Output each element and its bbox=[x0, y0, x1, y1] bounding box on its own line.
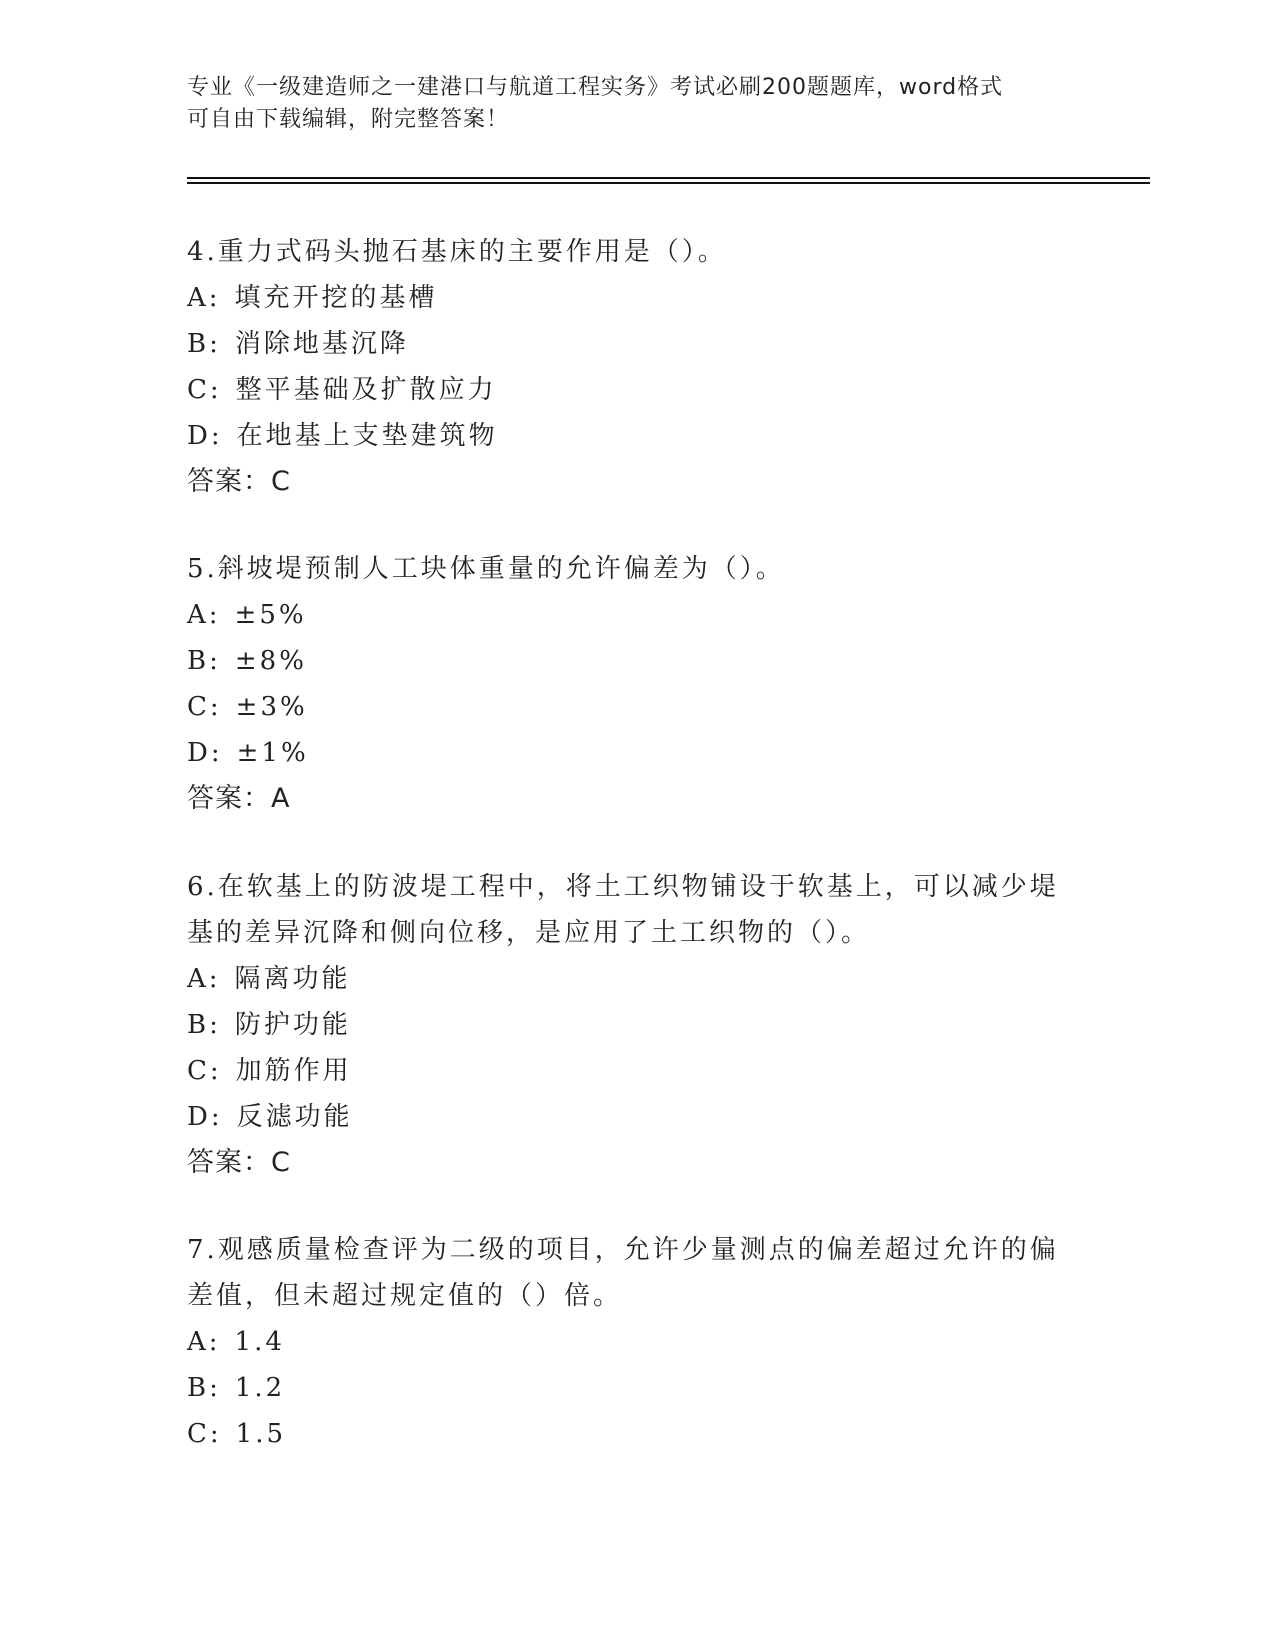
option-a bbox=[187, 592, 1087, 638]
question-7 bbox=[187, 1227, 1087, 1457]
answer-line: 答案：C bbox=[187, 1147, 291, 1178]
option-letter: B bbox=[187, 1373, 210, 1403]
option-letter: D bbox=[187, 738, 211, 768]
option-c bbox=[187, 1048, 1087, 1094]
header-line-1: 专业《一级建造师之一建港口与航道工程实务》考试必刷200题题库，word格式 bbox=[187, 75, 1004, 100]
option-text: 整平基础及扩散应力 bbox=[235, 375, 497, 405]
header-divider-bottom bbox=[187, 182, 1150, 184]
option-separator: : bbox=[209, 1010, 221, 1040]
option-b bbox=[187, 1002, 1087, 1048]
option-c bbox=[187, 367, 1087, 413]
option-text: 1.2 bbox=[234, 1373, 286, 1403]
option-separator: : bbox=[208, 600, 221, 630]
option-letter: B bbox=[187, 329, 210, 359]
option-text: 1.4 bbox=[234, 1327, 285, 1357]
option-text: 在地基上支垫建筑物 bbox=[236, 421, 498, 451]
option-text: ±8% bbox=[234, 646, 307, 676]
option-separator: : bbox=[210, 421, 223, 451]
option-a bbox=[187, 956, 1087, 1002]
question-stem: 5.斜坡堤预制人工块体重量的允许偏差为（）。 bbox=[187, 554, 785, 584]
question-stem: 4.重力式码头抛石基床的主要作用是（）。 bbox=[187, 237, 727, 267]
option-d bbox=[187, 1094, 1087, 1140]
question-4 bbox=[187, 229, 1087, 505]
option-separator: : bbox=[208, 1327, 221, 1357]
option-b bbox=[187, 1365, 1087, 1411]
option-d bbox=[187, 413, 1087, 459]
option-text: ±5% bbox=[234, 600, 307, 630]
option-letter: B bbox=[187, 1010, 210, 1040]
option-b bbox=[187, 638, 1087, 684]
option-text: 加筋作用 bbox=[235, 1056, 352, 1086]
option-separator: : bbox=[209, 329, 221, 359]
option-separator: : bbox=[209, 1056, 222, 1086]
question-5 bbox=[187, 546, 1087, 822]
option-text: 填充开挖的基槽 bbox=[234, 283, 438, 313]
question-stem-line-2: 基的差异沉降和侧向位移，是应用了土工织物的（）。 bbox=[187, 918, 871, 948]
option-text: 防护功能 bbox=[234, 1010, 351, 1040]
option-letter: A bbox=[187, 1327, 209, 1357]
option-letter: C bbox=[187, 692, 210, 722]
option-separator: : bbox=[208, 283, 221, 313]
option-text: ±1% bbox=[236, 738, 309, 768]
option-letter: C bbox=[187, 1056, 210, 1086]
option-d bbox=[187, 730, 1087, 776]
option-text: 隔离功能 bbox=[234, 964, 351, 994]
option-c bbox=[187, 1411, 1087, 1457]
question-stem-line-2: 差值，但未超过规定值的（）倍。 bbox=[187, 1281, 623, 1311]
option-a bbox=[187, 275, 1087, 321]
option-separator: : bbox=[209, 646, 221, 676]
option-letter: C bbox=[187, 1419, 210, 1449]
option-letter: A bbox=[187, 964, 209, 994]
option-separator: : bbox=[208, 964, 221, 994]
option-separator: : bbox=[210, 1102, 223, 1132]
option-a bbox=[187, 1319, 1087, 1365]
option-letter: A bbox=[187, 283, 209, 313]
answer-line: 答案：C bbox=[187, 466, 291, 497]
option-separator: : bbox=[210, 738, 223, 768]
option-separator: : bbox=[209, 375, 222, 405]
option-letter: D bbox=[187, 1102, 211, 1132]
question-stem-line-1: 6.在软基上的防波堤工程中，将土工织物铺设于软基上，可以减少堤 bbox=[187, 872, 1059, 902]
option-b bbox=[187, 321, 1087, 367]
question-6 bbox=[187, 864, 1087, 1186]
option-text: ±3% bbox=[235, 692, 308, 722]
option-letter: C bbox=[187, 375, 210, 405]
question-stem-line-1: 7.观感质量检查评为二级的项目，允许少量测点的偏差超过允许的偏 bbox=[187, 1235, 1059, 1265]
option-letter: D bbox=[187, 421, 211, 451]
header-divider-top bbox=[187, 177, 1150, 179]
option-text: 1.5 bbox=[235, 1419, 287, 1449]
header-line-2: 可自由下载编辑，附完整答案！ bbox=[187, 107, 510, 132]
option-text: 反滤功能 bbox=[236, 1102, 353, 1132]
option-separator: : bbox=[209, 692, 222, 722]
answer-line: 答案：A bbox=[187, 783, 291, 814]
document-header bbox=[187, 72, 1087, 136]
option-separator: : bbox=[209, 1373, 221, 1403]
option-separator: : bbox=[209, 1419, 222, 1449]
option-letter: B bbox=[187, 646, 210, 676]
option-c bbox=[187, 684, 1087, 730]
option-letter: A bbox=[187, 600, 209, 630]
option-text: 消除地基沉降 bbox=[234, 329, 409, 359]
